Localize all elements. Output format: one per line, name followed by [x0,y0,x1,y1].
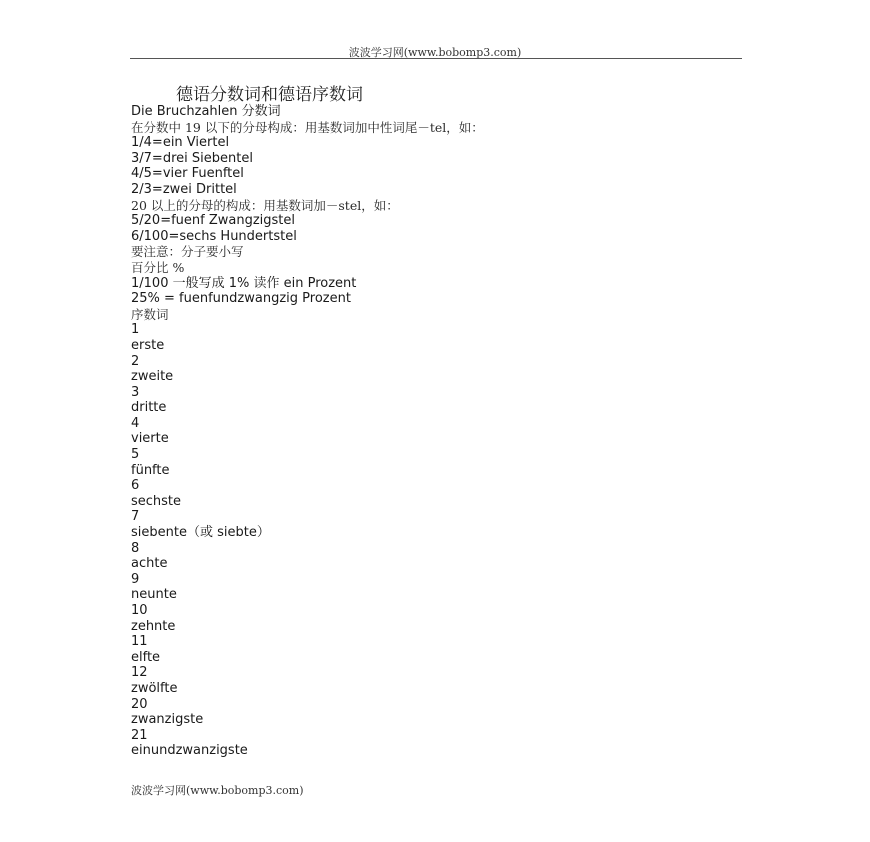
body-line: 6/100=sechs Hundertstel [131,228,297,244]
body-line: 20 以上的分母的构成：用基数词加－stel，如： [131,197,399,213]
body-line: 1 [131,322,140,338]
body-line: siebente（或 siebte） [131,525,270,541]
body-line: 1/100 一般写成 1% 读作 ein Prozent [131,275,357,291]
body-line: 10 [131,603,148,618]
body-line: 2/3=zwei Drittel [131,181,237,197]
body-line: 5 [131,447,140,463]
document-body [131,104,484,759]
body-line: 5/20=fuenf Zwangzigstel [131,213,296,229]
body-line: 百分比 % [131,259,185,275]
body-line: 4/5=vier Fuenftel [131,166,244,182]
body-line: 要注意：分子要小写 [131,244,244,260]
body-line: einundzwanzigste [131,743,248,759]
body-line: 序数词 [131,306,169,322]
body-line: 8 [131,540,140,556]
body-line: 12 [131,665,148,681]
document-title: 德语分数词和德语序数词 [176,85,363,105]
page-header: 波波学习网(www.bobomp3.com) [348,46,522,59]
body-line: elfte [131,649,161,665]
header-divider [130,58,742,59]
body-line: 25% = fuenfundzwangzig Prozent [131,291,351,307]
body-line: zweite [131,369,174,385]
body-line: 9 [131,571,140,587]
body-line: 3/7=drei Siebentel [131,150,253,166]
body-line: erste [131,337,165,353]
body-line: 在分数中 19 以下的分母构成：用基数词加中性词尾－tel，如： [131,119,484,135]
body-line: Die Bruchzahlen 分数词 [131,104,281,119]
body-line: dritte [131,400,167,416]
body-line: vierte [131,431,169,447]
body-line: 20 [131,696,148,712]
body-line: 3 [131,384,140,400]
body-line: 4 [131,415,140,431]
body-line: 1/4=ein Viertel [131,135,230,151]
body-line: 21 [131,727,148,743]
body-line: 2 [131,353,140,369]
page-footer: 波波学习网(www.bobomp3.com) [131,784,304,797]
body-line: neunte [131,587,177,603]
body-line: 7 [131,509,140,525]
body-line: 6 [131,478,140,494]
body-line: zehnte [131,618,176,634]
body-line: achte [131,556,168,572]
body-line: zwölfte [131,680,178,696]
body-line: fünfte [131,462,170,478]
body-line: 11 [131,634,148,650]
body-line: zwanzigste [131,712,204,728]
body-line: sechste [131,493,182,509]
